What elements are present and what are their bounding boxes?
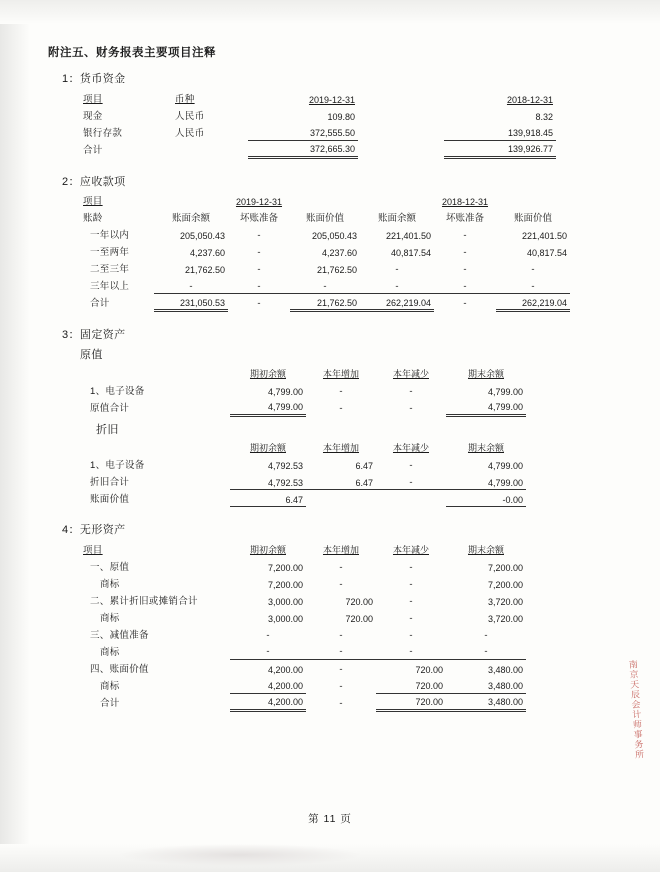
row-value: - — [463, 247, 467, 258]
row-value: - — [409, 385, 413, 397]
group-header-date-2018: 2018-12-31 — [441, 197, 489, 207]
row-value: 40,817.54 — [526, 248, 567, 258]
row-value: 262,219.04 — [360, 294, 434, 311]
col-header-date-2019: 2019-12-31 — [308, 94, 355, 105]
row-value: 4,799.00 — [487, 386, 523, 397]
row-value: 7,200.00 — [487, 562, 523, 573]
row-label: 原值合计 — [90, 402, 130, 414]
row-value — [358, 123, 444, 140]
table-row — [80, 557, 526, 574]
row-value: - — [531, 264, 535, 275]
row-label: 商标 — [100, 646, 120, 658]
row-value: 205,050.43 — [179, 231, 225, 241]
section-heading: 3：固定资产 — [62, 329, 126, 341]
row-value: 4,792.53 — [230, 473, 306, 490]
row-label: 商标 — [100, 680, 120, 692]
row-label: 合计 — [90, 298, 110, 309]
row-label: 一至两年 — [90, 247, 130, 258]
subsection-heading-original-value: 原值 — [80, 349, 103, 361]
row-value: - — [339, 385, 343, 397]
table-row — [80, 456, 526, 473]
col-header-blank — [80, 440, 230, 456]
row-value: - — [154, 277, 228, 294]
row-value: 262,219.04 — [496, 294, 570, 311]
row-value: -0.00 — [446, 490, 526, 507]
row-value: 6.47 — [230, 490, 306, 507]
row-value: - — [339, 402, 343, 414]
table-row — [80, 123, 556, 140]
row-value: - — [257, 230, 261, 241]
row-value: - — [360, 277, 434, 294]
col-header-opening: 期初余额 — [249, 368, 286, 379]
row-value: - — [376, 642, 446, 659]
row-value: 4,200.00 — [230, 676, 306, 693]
row-value: 4,799.00 — [230, 398, 306, 415]
row-value: - — [463, 264, 467, 275]
row-value: 4,799.00 — [267, 386, 303, 397]
row-value: 221,401.50 — [521, 231, 567, 241]
row-label: 合计 — [100, 697, 120, 709]
row-value: - — [257, 264, 261, 275]
group-header-date-2019: 2019-12-31 — [235, 197, 283, 207]
row-currency — [172, 140, 248, 157]
row-value: 3,720.00 — [487, 613, 523, 624]
row-value: - — [228, 277, 290, 294]
section-heading: 4：无形资产 — [62, 524, 126, 536]
section-heading: 2：应收款项 — [62, 175, 126, 188]
table-row — [80, 260, 570, 277]
row-value: 4,799.00 — [446, 473, 526, 490]
row-value: - — [409, 595, 413, 607]
table-row-header — [80, 540, 526, 557]
table-fixed-assets-original — [80, 365, 526, 417]
group-header-item: 项目 — [83, 196, 103, 207]
table-row — [80, 106, 556, 123]
row-value: 7,200.00 — [487, 579, 523, 590]
row-value: 4,799.00 — [446, 398, 526, 415]
scan-smudge — [120, 844, 360, 866]
row-value: 3,480.00 — [446, 676, 526, 693]
col-header-item: 项目 — [83, 93, 103, 105]
row-label: 1、电子设备 — [90, 460, 145, 471]
row-value: - — [484, 629, 488, 641]
table-row-total — [80, 693, 526, 710]
row-value: 6.47 — [355, 461, 373, 471]
table-row-total — [80, 140, 556, 157]
col-header-bad-debt: 坏账准备 — [239, 213, 278, 224]
col-header-book-balance: 账面余额 — [171, 213, 210, 224]
scan-edge-top — [0, 0, 660, 24]
col-header-decrease: 本年减少 — [392, 544, 429, 555]
row-value: 21,762.50 — [184, 265, 225, 275]
row-value: 139,926.77 — [444, 140, 556, 157]
row-value: 720.00 — [345, 613, 373, 624]
row-value: 109.80 — [327, 111, 355, 122]
row-value: 231,050.53 — [154, 294, 228, 311]
row-value: 4,200.00 — [267, 664, 303, 675]
row-value: 4,799.00 — [487, 461, 523, 471]
col-header-date-2018: 2018-12-31 — [506, 94, 553, 105]
row-label: 合计 — [83, 144, 103, 156]
table-intangible-assets — [80, 540, 526, 712]
row-label: 二、累计折旧或摊销合计 — [90, 595, 198, 607]
col-header-item: 项目 — [83, 544, 103, 556]
table-row — [80, 591, 526, 608]
subsection-heading-depreciation: 折旧 — [96, 423, 119, 436]
col-header-closing: 期末余额 — [467, 443, 504, 453]
page-title: 附注五、财务报表主要项目注释 — [48, 47, 216, 59]
row-value: 4,200.00 — [230, 693, 306, 710]
row-value: 7,200.00 — [267, 579, 303, 590]
table-row — [80, 676, 526, 693]
group-header-spacer — [290, 192, 360, 209]
col-header-closing: 期末余额 — [467, 544, 504, 555]
table-row-header — [80, 209, 570, 226]
row-value: 3,480.00 — [487, 664, 523, 675]
table-row — [80, 277, 570, 294]
row-value: - — [463, 230, 467, 241]
row-value: - — [409, 629, 413, 641]
col-header-decrease: 本年减少 — [392, 443, 429, 453]
row-value: - — [266, 629, 270, 641]
col-header-opening: 期初余额 — [249, 443, 286, 453]
row-value — [358, 140, 444, 157]
row-value: - — [409, 612, 413, 624]
table-row-total — [80, 398, 526, 415]
col-header-increase: 本年增加 — [322, 368, 359, 379]
row-label: 1、电子设备 — [90, 385, 145, 397]
col-header-increase: 本年增加 — [322, 443, 359, 453]
row-value: - — [257, 298, 261, 309]
row-value: 21,762.50 — [316, 265, 357, 275]
row-label: 账面价值 — [90, 494, 130, 505]
col-header-book-value: 账面价值 — [513, 213, 552, 224]
row-value: 720.00 — [376, 693, 446, 710]
row-value: - — [306, 642, 376, 659]
col-header-closing: 期末余额 — [467, 368, 504, 379]
table-row — [80, 608, 526, 625]
row-currency: 人民币 — [175, 127, 205, 139]
col-header-decrease: 本年减少 — [392, 368, 429, 379]
row-value: 6.47 — [306, 473, 376, 490]
col-header-aging: 账龄 — [83, 213, 103, 224]
table-row — [80, 381, 526, 398]
row-value: 205,050.43 — [311, 231, 357, 241]
row-value — [306, 490, 376, 507]
document-body — [44, 44, 624, 714]
row-value: 40,817.54 — [390, 248, 431, 258]
table-row-total — [80, 294, 570, 311]
group-header-spacer — [154, 192, 228, 209]
table-row — [80, 574, 526, 591]
table-row-header — [80, 365, 526, 381]
table-row-header — [80, 440, 526, 456]
row-value: 720.00 — [376, 676, 446, 693]
row-value: 3,720.00 — [487, 596, 523, 607]
row-value: 372,665.30 — [248, 140, 358, 157]
row-value: 372,555.50 — [248, 123, 358, 140]
section-monetary-funds — [44, 70, 624, 159]
table-row — [80, 642, 526, 659]
table-row — [80, 659, 526, 676]
group-header-spacer — [496, 192, 570, 209]
row-value: 139,918.45 — [444, 123, 556, 140]
row-value: - — [339, 561, 343, 573]
row-value: - — [446, 642, 526, 659]
row-value: 3,000.00 — [267, 596, 303, 607]
row-value: - — [339, 680, 343, 692]
row-value: 4,237.60 — [189, 248, 225, 258]
col-header-spacer — [358, 89, 444, 106]
row-value: 720.00 — [345, 596, 373, 607]
row-label: 银行存款 — [83, 127, 123, 139]
row-value: - — [339, 663, 343, 675]
col-header-book-balance: 账面余额 — [377, 213, 416, 224]
table-row — [80, 89, 556, 106]
row-value: 3,480.00 — [446, 693, 526, 710]
table-row — [80, 625, 526, 642]
row-value: 4,237.60 — [321, 248, 357, 258]
row-label: 三年以上 — [90, 281, 130, 292]
row-value: 221,401.50 — [385, 231, 431, 241]
scan-edge-left — [0, 0, 30, 872]
table-receivables — [80, 192, 570, 313]
col-header-bad-debt: 坏账准备 — [445, 213, 484, 224]
section-intangible-assets — [44, 521, 624, 712]
row-label: 三、减值准备 — [90, 629, 149, 641]
row-value: 4,792.53 — [267, 461, 303, 471]
row-value: - — [339, 697, 343, 709]
row-value: 3,000.00 — [267, 613, 303, 624]
col-header-book-value: 账面价值 — [305, 213, 344, 224]
section-heading: 1：货币资金 — [62, 73, 126, 85]
row-value: 8.32 — [535, 111, 553, 122]
row-label: 四、账面价值 — [90, 663, 149, 675]
row-value: - — [230, 642, 306, 659]
row-label: 现金 — [83, 110, 103, 122]
row-value: 720.00 — [415, 664, 443, 675]
table-row — [80, 226, 570, 243]
col-header-blank — [80, 365, 230, 381]
row-label: 商标 — [100, 578, 120, 590]
table-row — [80, 243, 570, 260]
row-value: - — [376, 473, 446, 490]
row-currency: 人民币 — [175, 110, 205, 122]
table-fixed-assets-depreciation — [80, 440, 526, 508]
red-stamp-annotation: 南京天辰会计师事务所 — [627, 659, 645, 760]
group-header-spacer — [360, 192, 434, 209]
row-value: - — [395, 264, 399, 275]
row-label: 一年以内 — [90, 230, 130, 241]
row-value — [376, 490, 446, 507]
table-monetary-funds — [80, 89, 556, 159]
page-number: 第 11 页 — [308, 813, 352, 825]
row-value: 21,762.50 — [290, 294, 360, 311]
row-label: 商标 — [100, 612, 120, 624]
section-fixed-assets — [44, 326, 624, 507]
row-value: - — [434, 277, 496, 294]
col-header-opening: 期初余额 — [249, 544, 286, 555]
row-value: - — [339, 578, 343, 590]
row-value: - — [409, 460, 413, 471]
row-value — [358, 106, 444, 123]
row-value: - — [409, 561, 413, 573]
row-label: 一、原值 — [90, 561, 130, 573]
table-row-group-header — [80, 192, 570, 209]
row-value: - — [339, 629, 343, 641]
row-value: 7,200.00 — [267, 562, 303, 573]
table-row-book-value — [80, 490, 526, 507]
row-value: - — [257, 247, 261, 258]
row-value: - — [496, 277, 570, 294]
row-label: 二至三年 — [90, 264, 130, 275]
row-value: - — [409, 402, 413, 414]
row-value: - — [409, 578, 413, 590]
col-header-currency: 币种 — [175, 93, 195, 105]
table-row-total — [80, 473, 526, 490]
row-value: - — [463, 298, 467, 309]
row-value: - — [290, 277, 360, 294]
col-header-increase: 本年增加 — [322, 544, 359, 555]
row-label: 折旧合计 — [90, 477, 130, 488]
section-receivables — [44, 173, 624, 313]
